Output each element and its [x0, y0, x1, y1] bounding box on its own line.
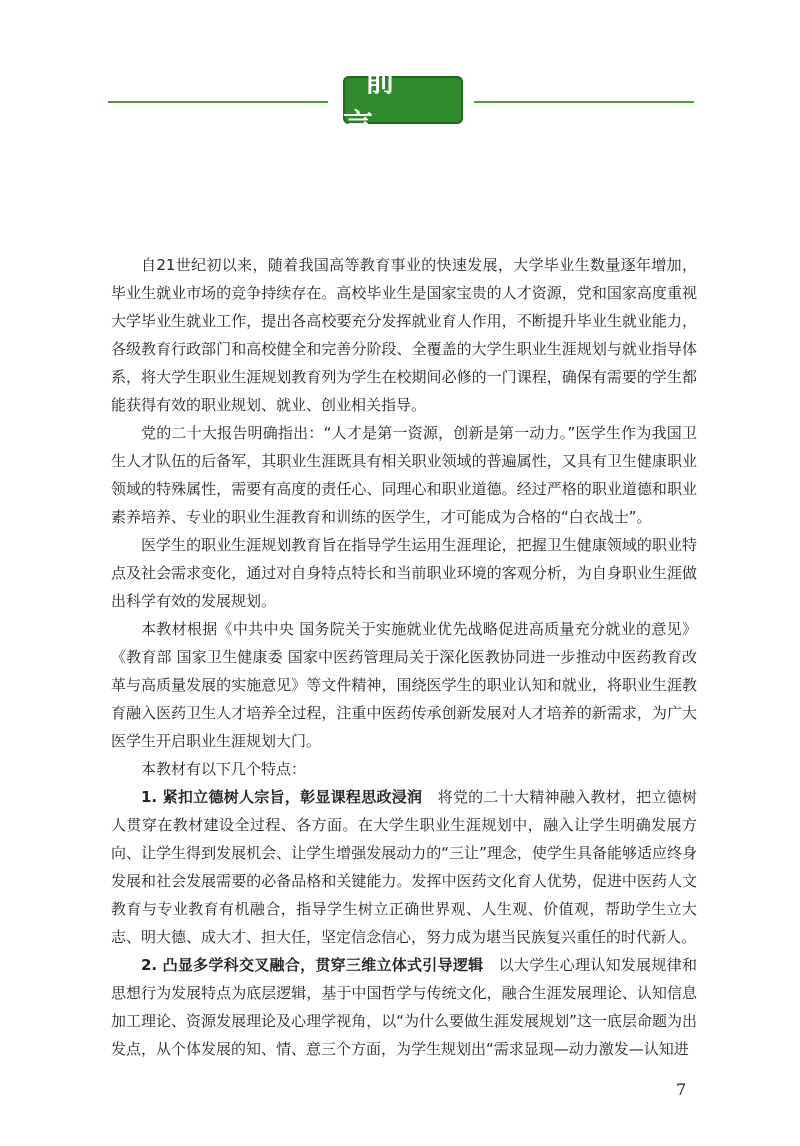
paragraph-1: 自21世纪初以来，随着我国高等教育事业的快速发展，大学毕业生数量逐年增加，毕业生就业市场的竞争持续存在。高校毕业生是国家宝贵的人才资源，党和国家高度重视大学毕业生就业工作，提出各高校要充分发挥就业育人作用，不断提升毕业生就业能力，各级教育行政部门和高校健全和完善分阶段、全覆盖的大学生职业生涯规划与就业指导体系，将大学生职业生涯规划教育列为学生在校期间必修的一门课程，确保有需要的学生都能获得有效的职业规划、就业、创业相关指导。: [111, 256, 697, 414]
feature-2-heading: 2. 凸显多学科交叉融合，贯穿三维立体式引导逻辑: [141, 956, 484, 974]
feature-2: 2. 凸显多学科交叉融合，贯穿三维立体式引导逻辑 以大学生心理认知发展规律和思想行为发展特点为底层逻辑，基于中国哲学与传统文化，融合生涯发展理论、认知信息加工理论、资源发展理论及心理学视角，以“为什么要做生涯发展规划”这一底层命题为出发点，从个体发展的知、情、意三个方面，为学生规划出“需求显现—动力激发—认知进: [111, 956, 697, 1058]
page-number: 7: [676, 1080, 687, 1099]
chapter-header: [108, 64, 694, 143]
feature-1-heading: 1. 紧扣立德树人宗旨，彰显课程思政浸润: [141, 788, 423, 806]
feature-1: 1. 紧扣立德树人宗旨，彰显课程思政浸润 将党的二十大精神融入教材，把立德树人贯穿在教材建设全过程、各方面。在大学生职业生涯规划中，融入让学生明确发展方向、让学生得到发展机会、让学生增强发展动力的“三让”理念，使学生具备能够适应终身发展和社会发展需要的必备品格和关键能力。发挥中医药文化育人优势，促进中医药人文教育与专业教育有机融合，指导学生树立正确世界观、人生观、价值观，帮助学生立大志、明大德、成大才、担大任，坚定信念信心，努力成为堪当民族复兴重任的时代新人。: [111, 788, 697, 946]
chapter-title: 前言: [343, 76, 463, 124]
paragraph-5: 本教材有以下几个特点：: [141, 760, 307, 778]
paragraph-3: 医学生的职业生涯规划教育旨在指导学生运用生涯理论，把握卫生健康领域的职业特点及社会需求变化，通过对自身特点特长和当前职业环境的客观分析，为自身职业生涯做出科学有效的发展规划。: [111, 536, 697, 610]
header-rule-right: [474, 101, 694, 103]
header-rule-left: [108, 101, 328, 103]
paragraph-2: 党的二十大报告明确指出：“人才是第一资源，创新是第一动力。”医学生作为我国卫生人才队伍的后备军，其职业生涯既具有相关职业领域的普遍属性，又具有卫生健康职业领域的特殊属性，需要有高度的责任心、同理心和职业道德。经过严格的职业道德和职业素养培养、专业的职业生涯教育和训练的医学生，才可能成为合格的“白衣战士”。: [111, 424, 697, 526]
paragraph-4: 本教材根据《中共中央 国务院关于实施就业优先战略促进高质量充分就业的意见》《教育部 国家卫生健康委 国家中医药管理局关于深化医教协同进一步推动中医药教育改革与高质量发展的实施意见》等文件精神，围绕医学生的职业认知和就业，将职业生涯教育融入医药卫生人才培养全过程，注重中医药传承创新发展对人才培养的新需求，为广大医学生开启职业生涯规划大门。: [111, 620, 697, 750]
body-text: [111, 251, 697, 1063]
